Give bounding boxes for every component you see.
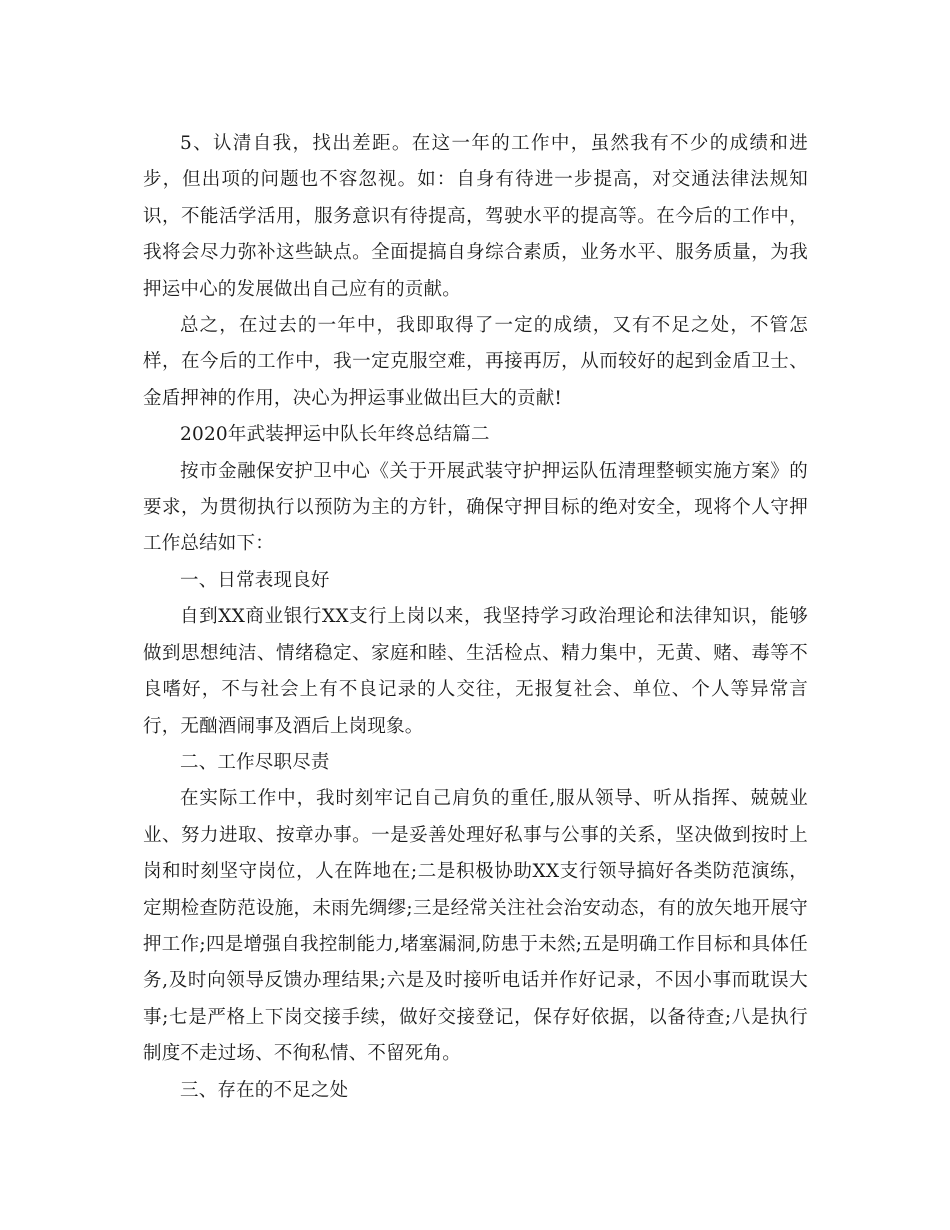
heading-shortcomings: 三、存在的不足之处: [180, 1079, 349, 1101]
paragraph-daily-performance: 自到XX商业银行XX支行上岗以来，我坚持学习政治理论和法律知识，能够做到思想纯洁、情绪稳定、家庭和睦、生活检点、精力集中，无黄、赌、毒等不良嗜好，不与社会上有不良记录的人交往，无报复社会、单位、个人等异常言行，无酗酒闹事及酒后上岗现象。: [143, 606, 808, 737]
heading-duty: 二、工作尽职尽责: [180, 751, 330, 773]
heading-daily-performance: 一、日常表现良好: [180, 569, 330, 591]
document-body: [143, 126, 808, 1109]
paragraph-self-assessment: 5、认清自我，找出差距。在这一年的工作中，虽然我有不少的成绩和进步，但出项的问题也不容忽视。如：自身有待进一步提高，对交通法律法规知识，不能活学活用，服务意识有待提高，驾驶水平的提高等。在今后的工作中，我将会尽力弥补这些缺点。全面提搞自身综合素质，业务水平、服务质量，为我押运中心的发展做出自己应有的贡献。: [143, 133, 808, 300]
paragraph-conclusion: 总之，在过去的一年中，我即取得了一定的成绩，又有不足之处，不管怎样，在今后的工作中，我一定克服空难，再接再厉，从而较好的起到金盾卫士、金盾押神的作用，决心为押运事业做出巨大的贡献!: [143, 315, 808, 409]
section-title-part-two: 2020年武装押运中队长年终总结篇二: [180, 424, 490, 446]
paragraph-introduction: 按市金融保安护卫中心《关于开展武装守护押运队伍清理整顿实施方案》的要求，为贯彻执行以预防为主的方针，确保守押目标的绝对安全，现将个人守押工作总结如下：: [143, 460, 808, 555]
paragraph-duty: 在实际工作中，我时刻牢记自己肩负的重任,服从领导、听从指挥、兢兢业业、努力进取、按章办事。一是妥善处理好私事与公事的关系，坚决做到按时上岗和时刻坚守岗位，人在阵地在;二是积极协助XX支行领导搞好各类防范演练，定期检查防范设施，未雨先绸缪;三是经常关注社会治安动态，有的放矢地开展守押工作;四是增强自我控制能力,堵塞漏洞,防患于未然;五是明确工作目标和具体任务,及时向领导反馈办理结果;六是及时接听电话并作好记录，不因小事而耽误大事;七是严格上下岗交接手续，做好交接登记，保存好依据，以备待查;八是执行制度不走过场、不徇私情、不留死角。: [143, 788, 808, 1065]
